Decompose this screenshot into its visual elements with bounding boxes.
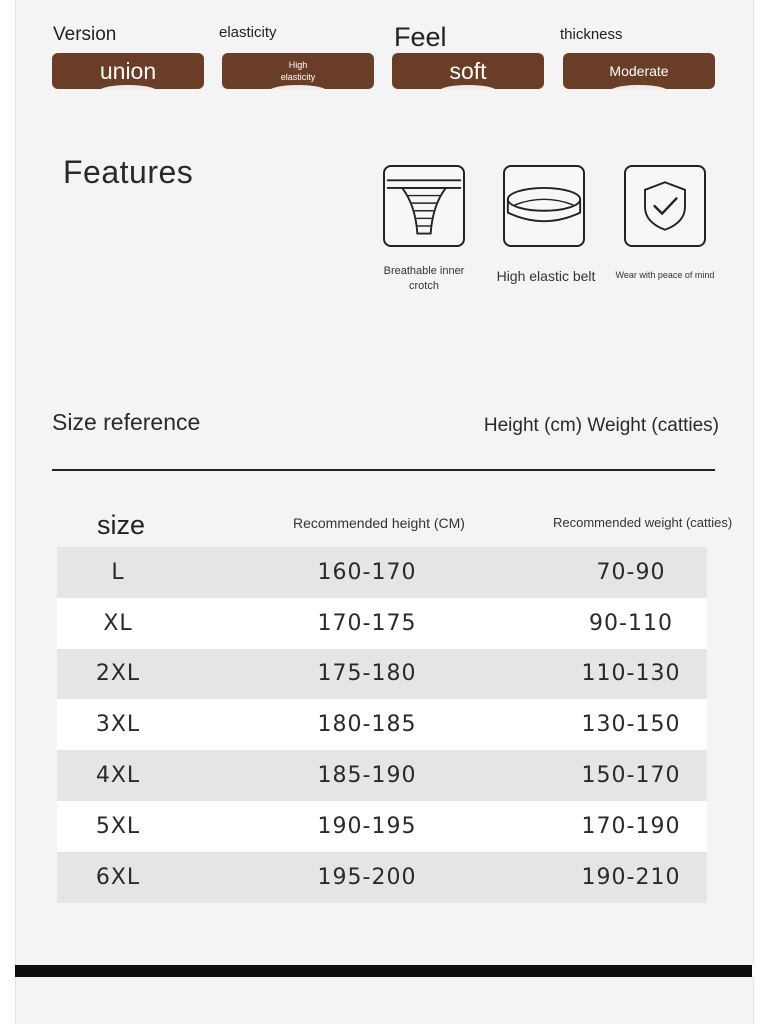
cell-weight: 190-210: [581, 864, 681, 890]
cell-height: 160-170: [317, 559, 417, 585]
elastic-belt-icon: [503, 165, 585, 247]
cell-size: 3XL: [95, 712, 141, 738]
attr-value-feel: soft: [449, 57, 487, 84]
cell-height: 175-180: [317, 661, 417, 687]
attr-label-version: Version: [53, 24, 117, 45]
attr-pill-feel: [392, 53, 544, 89]
table-header-height: Recommended height (CM): [293, 515, 465, 531]
cell-weight: 150-170: [581, 763, 681, 789]
cell-size: 5XL: [95, 813, 141, 839]
table-row: [57, 852, 707, 903]
feature-caption-shield: Wear with peace of mind: [615, 270, 715, 280]
attr-pill-elasticity: [222, 53, 374, 89]
cell-height: 170-175: [317, 610, 417, 636]
cell-size: 4XL: [95, 763, 141, 789]
features-title: Features: [63, 154, 194, 190]
underwear-crotch-icon: [383, 165, 465, 247]
attr-value-thickness: Moderate: [609, 63, 669, 79]
table-row: [57, 547, 707, 598]
cell-height: 185-190: [317, 763, 417, 789]
attr-label-thickness: thickness: [560, 26, 623, 43]
units-label: Height (cm) Weight (catties): [483, 415, 719, 436]
header-rule: [52, 469, 715, 471]
feature-caption-belt: High elastic belt: [496, 268, 596, 284]
cell-size: 6XL: [95, 864, 141, 890]
cell-size: 2XL: [95, 661, 141, 687]
cell-weight: 130-150: [581, 712, 681, 738]
cell-height: 190-195: [317, 813, 417, 839]
attr-label-feel: Feel: [394, 22, 447, 52]
cell-size: L: [111, 559, 125, 585]
table-header-weight: Recommended weight (catties): [553, 515, 733, 530]
table-header-size: size: [97, 510, 146, 540]
size-table: [57, 547, 707, 903]
section-divider-bar: [15, 965, 752, 977]
shield-check-icon: [624, 165, 706, 247]
attr-value-elasticity-line2: elasticity: [280, 72, 316, 82]
attr-value-elasticity-line1: High: [288, 60, 308, 70]
feature-caption-crotch: Breathable inner crotch: [383, 265, 465, 292]
cell-weight: 70-90: [596, 559, 666, 585]
table-row: [57, 699, 707, 750]
table-row: [57, 598, 707, 649]
cell-height: 195-200: [317, 864, 417, 890]
cell-weight: 170-190: [581, 813, 681, 839]
table-row: [57, 750, 707, 801]
attr-label-elasticity: elasticity: [219, 24, 277, 41]
attr-pill-version: [52, 53, 204, 89]
cell-weight: 110-130: [581, 661, 681, 687]
cell-height: 180-185: [317, 712, 417, 738]
size-reference-title: Size reference: [52, 409, 201, 435]
table-row: [57, 649, 707, 700]
table-row: [57, 801, 707, 852]
cell-size: XL: [103, 610, 133, 636]
next-panel: [15, 977, 754, 1024]
attr-value-version: union: [99, 57, 157, 84]
attr-pill-thickness: [563, 53, 715, 89]
cell-weight: 90-110: [589, 610, 673, 636]
